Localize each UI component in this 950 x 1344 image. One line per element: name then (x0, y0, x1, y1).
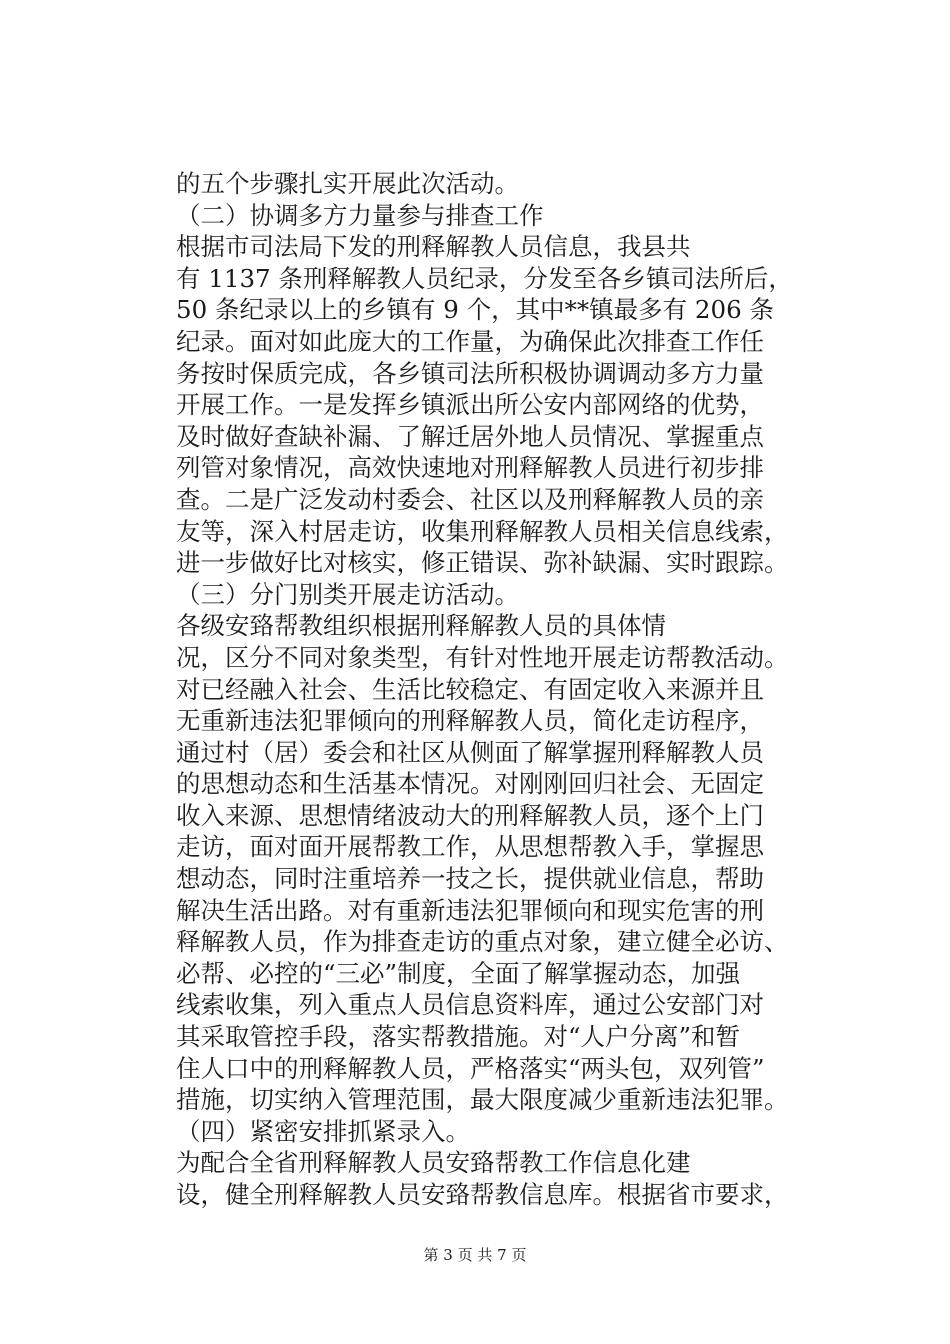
text-line: 查。二是广泛发动村委会、社区以及刑释解教人员的亲 (176, 484, 764, 514)
text-line: （四）紧密安排抓紧录入。 (176, 1116, 470, 1146)
text-line: 友等，深入村居走访，收集刑释解教人员相关信息线索， (176, 516, 789, 546)
text-line: 线索收集，列入重点人员信息资料库，通过公安部门对 (176, 990, 764, 1020)
text-line: 通过村（居）委会和社区从侧面了解掌握刑释解教人员 (176, 737, 764, 767)
text-line: 50 条纪录以上的乡镇有 9 个，其中**镇最多有 206 条 (176, 295, 774, 325)
text-line: 解决生活出路。对有重新违法犯罪倾向和现实危害的刑 (176, 895, 764, 925)
text-line: 措施，切实纳入管理范围，最大限度减少重新违法犯罪。 (176, 1085, 789, 1115)
text-line: 走访，面对面开展帮教工作，从思想帮教入手，掌握思 (176, 832, 764, 862)
text-line: 纪录。面对如此庞大的工作量，为确保此次排查工作任 (176, 326, 764, 356)
page-footer: 第 3 页 共 7 页 (423, 1246, 527, 1264)
text-line: 想动态，同时注重培养一技之长，提供就业信息，帮助 (176, 864, 764, 894)
text-line: 及时做好查缺补漏、了解迁居外地人员情况、掌握重点 (176, 421, 764, 451)
text-line: 务按时保质完成，各乡镇司法所积极协调调动多方力量 (176, 358, 764, 388)
text-line: （二）协调多方力量参与排查工作 (176, 200, 544, 230)
text-line: 进一步做好比对核实，修正错误、弥补缺漏、实时跟踪。 (176, 548, 789, 578)
text-line: 设，健全刑释解教人员安臵帮教信息库。根据省市要求， (176, 1180, 789, 1209)
text-line: 对已经融入社会、生活比较稳定、有固定收入来源并且 (176, 674, 764, 704)
text-line: 必帮、必控的“三必”制度，全面了解掌握动态，加强 (176, 958, 741, 988)
text-line: （三）分门别类开展走访活动。 (176, 579, 519, 609)
text-line: 有 1137 条刑释解教人员纪录，分发至各乡镇司法所后， (176, 263, 793, 293)
text-line: 为配合全省刑释解教人员安臵帮教工作信息化建 (176, 1148, 691, 1178)
body-text (176, 168, 826, 1211)
text-line: 况，区分不同对象类型，有针对性地开展走访帮教活动。 (176, 642, 789, 672)
text-line: 各级安臵帮教组织根据刑释解教人员的具体情 (176, 611, 666, 641)
text-line: 的五个步骤扎实开展此次活动。 (176, 169, 519, 198)
text-line: 无重新违法犯罪倾向的刑释解教人员，简化走访程序， (176, 706, 764, 736)
text-line: 其采取管控手段，落实帮教措施。对“人户分离”和暂 (176, 1022, 741, 1052)
text-line: 的思想动态和生活基本情况。对刚刚回归社会、无固定 (176, 769, 764, 799)
text-line: 释解教人员，作为排查走访的重点对象，建立健全必访、 (176, 927, 789, 957)
text-line: 开展工作。一是发挥乡镇派出所公安内部网络的优势， (176, 390, 764, 420)
text-line: 列管对象情况，高效快速地对刑释解教人员进行初步排 (176, 453, 764, 483)
text-line: 住人口中的刑释解教人员，严格落实“两头包，双列管” (176, 1053, 765, 1083)
text-line: 收入来源、思想情绪波动大的刑释解教人员，逐个上门 (176, 800, 764, 830)
text-line: 根据市司法局下发的刑释解教人员信息，我县共 (176, 232, 691, 262)
